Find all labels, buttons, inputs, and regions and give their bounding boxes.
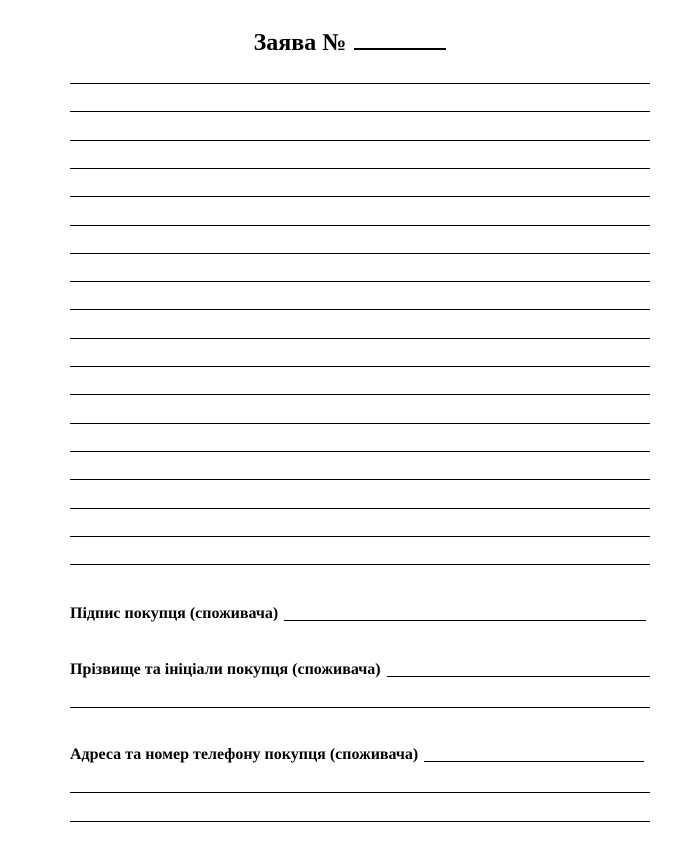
address-continuation-line[interactable] (70, 792, 650, 793)
name-field (70, 658, 650, 680)
statement-line[interactable] (70, 83, 650, 84)
signature-line[interactable] (284, 620, 646, 621)
statement-line[interactable] (70, 168, 650, 169)
name-line[interactable] (387, 676, 650, 677)
statement-line[interactable] (70, 253, 650, 254)
statement-line[interactable] (70, 564, 650, 565)
address-field (70, 743, 644, 765)
statement-line[interactable] (70, 451, 650, 452)
statement-line[interactable] (70, 508, 650, 509)
signature-field (70, 602, 646, 624)
signature-label: Підпис покупця (споживача) (70, 605, 279, 622)
statement-line[interactable] (70, 423, 650, 424)
statement-line[interactable] (70, 281, 650, 282)
statement-line[interactable] (70, 309, 650, 310)
address-continuation-line[interactable] (70, 821, 650, 822)
statement-line[interactable] (70, 111, 650, 112)
statement-line[interactable] (70, 536, 650, 537)
statement-line[interactable] (70, 140, 650, 141)
application-number-field[interactable] (354, 47, 446, 50)
document-title (0, 28, 700, 58)
statement-line[interactable] (70, 479, 650, 480)
statement-line[interactable] (70, 338, 650, 339)
statement-line[interactable] (70, 225, 650, 226)
statement-line[interactable] (70, 366, 650, 367)
title-text: Заява № (253, 30, 347, 56)
address-label: Адреса та номер телефону покупця (споживача) (70, 746, 419, 763)
name-label: Прізвище та ініціали покупця (споживача) (70, 661, 381, 678)
name-continuation-line[interactable] (70, 707, 650, 708)
statement-line[interactable] (70, 196, 650, 197)
address-line[interactable] (424, 761, 644, 762)
statement-line[interactable] (70, 394, 650, 395)
